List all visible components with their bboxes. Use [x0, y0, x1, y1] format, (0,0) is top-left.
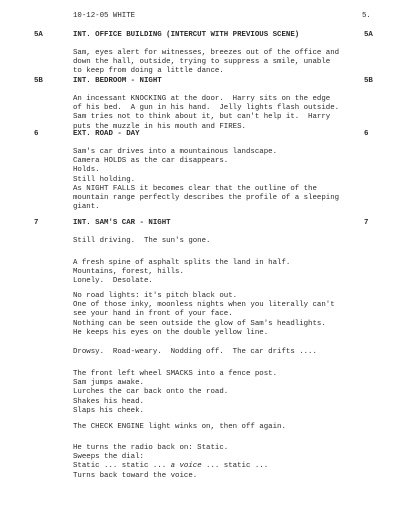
action-line: Nothing can be seen outside the glow of Sam's headlights.: [73, 319, 326, 328]
voice-emphasis: a voice: [170, 462, 202, 471]
action-line: Sam, eyes alert for witnesses, breezes out of the office and: [73, 49, 340, 57]
action-line: to keep from doing a little dance.: [73, 67, 224, 76]
action-block: [73, 423, 373, 432]
action-line: Drowsy. Road-weary. Nodding off. The car drifts ....: [73, 348, 317, 356]
action-line: One of those inky, moonless nights when you literally can't: [73, 301, 335, 310]
action-line: He turns the radio back on: Static.: [73, 444, 229, 452]
action-line: Still driving. The sun's gone.: [73, 237, 211, 245]
action-line: down the hall, outside, trying to suppress a smile, unable: [73, 58, 331, 67]
scene-number-left: 5A: [34, 31, 43, 39]
action-line: No road lights: it's pitch black out.: [73, 292, 238, 300]
action-line: Shakes his head.: [73, 397, 144, 406]
action-line: Lonely. Desolate.: [73, 277, 153, 286]
page-number: 5.: [362, 12, 371, 20]
action-line: He keeps his eyes on the double yellow line.: [73, 328, 269, 337]
scene-heading: EXT. ROAD - DAY: [73, 130, 140, 138]
scene-number-right: 6: [364, 130, 369, 138]
action-line: puts the muzzle in his mouth and FIRES.: [73, 122, 246, 131]
action-line: A fresh spine of asphalt splits the land in half.: [73, 259, 291, 267]
action-line: The front left wheel SMACKS into a fence post.: [73, 370, 278, 378]
action-block: [73, 95, 373, 132]
action-line: As NIGHT FALLS it becomes clear that the outline of the: [73, 184, 317, 193]
scene-number-right: 5A: [364, 31, 373, 39]
action-block: [73, 370, 373, 416]
action-line: Camera HOLDS as the car disappears.: [73, 157, 229, 166]
action-block: [73, 148, 373, 212]
action-line: Slaps his cheek.: [73, 406, 144, 415]
revision-header: 10-12-05 WHITE: [73, 12, 136, 20]
scene-number-right: 5B: [364, 77, 373, 85]
scene-number-left: 5B: [34, 77, 43, 85]
scene-number-left: 7: [34, 219, 39, 227]
action-line: Sam jumps awake.: [73, 379, 144, 388]
action-line: see your hand in front of your face.: [73, 310, 233, 319]
action-block: [73, 444, 373, 481]
scene-heading: INT. OFFICE BUILDING (INTERCUT WITH PREVIOUS SCENE): [73, 31, 300, 39]
action-line: Turns back toward the voice.: [73, 471, 198, 480]
static-text: ... static ...: [201, 462, 269, 471]
action-block: [73, 49, 373, 77]
scene-number-right: 7: [364, 219, 369, 227]
action-block: [73, 348, 373, 357]
static-text: Static ... static ...: [73, 462, 171, 471]
action-block: [73, 237, 373, 246]
scene-number-left: 6: [34, 130, 39, 138]
action-line: Mountains, forest, hills.: [73, 268, 184, 277]
scene-heading: INT. BEDROOM - NIGHT: [73, 77, 162, 85]
static-line: [73, 462, 373, 471]
action-line: Sam's car drives into a mountainous landscape.: [73, 148, 278, 156]
action-line: of his bed. A gun in his hand. Jelly lights flash outside.: [73, 104, 340, 113]
action-line: The CHECK ENGINE light winks on, then off again.: [73, 423, 286, 431]
scene-heading: INT. SAM'S CAR - NIGHT: [73, 219, 171, 227]
action-line: An incessant KNOCKING at the door. Harry sits on the edge: [73, 95, 331, 103]
action-line: Sam tries not to think about it, but can't help it. Harry: [73, 113, 331, 122]
action-block: [73, 259, 373, 287]
action-block: [73, 292, 373, 338]
action-line: giant.: [73, 203, 100, 212]
action-line: mountain range perfectly describes the profile of a sleeping: [73, 194, 340, 203]
action-line: Lurches the car back onto the road.: [73, 388, 229, 397]
action-line: Sweeps the dial:: [73, 453, 144, 462]
action-line: Still holding.: [73, 175, 136, 184]
action-line: Holds.: [73, 166, 100, 175]
